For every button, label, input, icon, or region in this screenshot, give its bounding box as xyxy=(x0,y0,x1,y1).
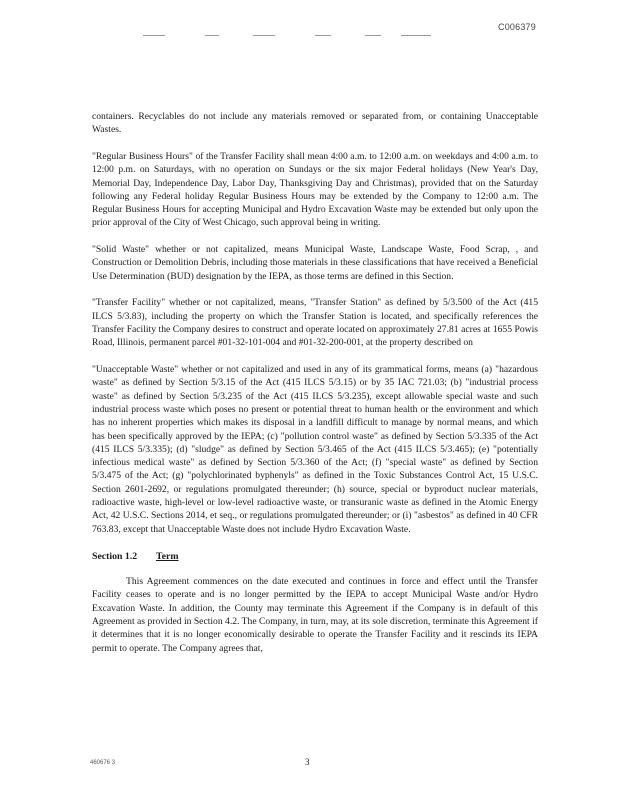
footer-doc-id: 460676 3 xyxy=(90,760,116,766)
paragraph-recyclables: containers. Recyclables do not include any materials removed or separated from, or containing Unacceptable Wastes. xyxy=(92,111,538,136)
page-number: 3 xyxy=(305,757,310,767)
bates-number: C006379 xyxy=(498,22,536,32)
document-body xyxy=(92,110,538,668)
faint-header-marks xyxy=(143,35,443,39)
paragraph-regular-business-hours: "Regular Business Hours" of the Transfer Facility shall mean 4:00 a.m. to 12:00 a.m. on weekdays and 4:00 a.m. to 12:00 p.m. on Saturdays, with no operation on Sundays or the six major Federal holidays (New Year's Day, Memorial Day, Independence Day, Labor Day, Thanksgiving Day and Christmas), provided that on the Saturday following any Federal holiday Regular Business Hours may be extended by the Company to 12:00 a.m. The Regular Business Hours for accepting Municipal and Hydro Excavation Waste may be extended but only upon the prior approval of the City of West Chicago, such approval being in writing. xyxy=(92,150,538,229)
paragraph-solid-waste: "Solid Waste" whether or not capitalized, means Municipal Waste, Landscape Waste, Food Scrap, , and Construction or Demolition Debris, including those materials in these classifications that have received a Beneficial Use Determination (BUD) designation by the IEPA, as those terms are defined in this Section. xyxy=(92,244,538,282)
section-title: Term xyxy=(156,550,179,562)
paragraph-transfer-facility: "Transfer Facility" whether or not capitalized, means, "Transfer Station" as defined by 5/3.500 of the Act (415 ILCS 5/3.83), including the property on which the Transfer Station is located, and specifically references the Transfer Facility the Company desires to construct and operate located on approximately 27.81 acres at 1655 Powis Road, Illinois, permanent parcel #01-32-101-004 and #01-32-200-001, at the property described on xyxy=(92,297,538,349)
section-number: Section 1.2 xyxy=(92,550,138,562)
paragraph-unacceptable-waste: "Unacceptable Waste" whether or not capitalized and used in any of its grammatical forms, means (a) "hazardous waste" as defined by Section 5/3.15 of the Act (415 ILCS 5/3.15) or by 35 IAC 721.03; (b) "industrial process waste" as defined by Section 5/3.235 of the Act (415 ILCS 5/3.235), except allowable special waste and such industrial process waste which poses no present or potential threat to human health or the environment and which has no inherent properties which makes its disposal in a landfill difficult to manage by normal means, and which has been specifically approved by the IEPA; (c) "pollution control waste" as defined by Section 5/3.335 of the Act (415 ILCS 5/3.335); (d) "sludge" as defined by Section 5/3.465 of the Act (415 ILCS 5/3.465); (e) "potentially infectious medical waste" as defined by Section 5/3.360 of the Act; (f) "special waste" as defined by Section 5/3.475 of the Act; (g) "polychlorinated byphenyls" as defined in the Toxic Substances Control Act, 15 U.S.C. Section 2601-2692, or regulations promulgated thereunder; (h) source, special or byproduct nuclear materials, radioactive waste, high-level or low-level radioactive waste, or transuranic waste as defined in the Atomic Energy Act, 42 U.S.C. Sections 2014, et seq., or regulations promulgated thereunder; or (i) "asbestos" as defined in 40 CFR 763.83, except that Unacceptable Waste does not include Hydro Excavation Waste. xyxy=(92,364,538,535)
section-heading xyxy=(92,550,538,563)
paragraph-term: This Agreement commences on the date executed and continues in force and effect until the Transfer Facility ceases to operate and is no longer permitted by the IEPA to accept Municipal Waste and/or Hydro Excavation Waste. In addition, the County may terminate this Agreement if the Company is in default of this Agreement as provided in Section 4.2. The Company, in turn, may, at its sole discretion, terminate this Agreement if it determines that it is no longer economically desirable to operate the Transfer Facility and it rescinds its IEPA permit to operate. The Company agrees that, xyxy=(92,576,538,654)
